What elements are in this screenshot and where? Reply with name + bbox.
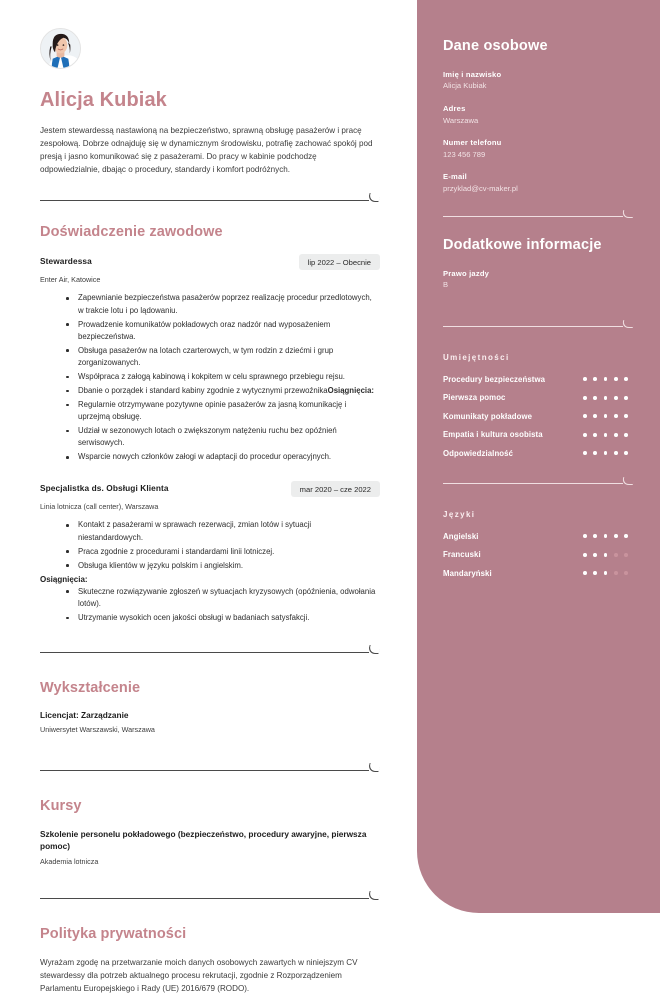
languages-title: Języki [443,509,476,519]
sidebar-field-value: przyklad@cv-maker.pl [443,183,518,193]
rating-row [443,375,634,384]
courses-section [40,798,417,866]
skills-title: Umiejętności [443,352,510,362]
rating-dot [624,433,628,437]
bullet-item: Dbanie o porządek i standard kabiny zgodnie z wytycznymi przewoźnikaOsiągnięcia: [66,385,378,397]
rating-label: Procedury bezpieczeństwa [443,374,546,384]
additional-info-section [443,237,634,291]
rating-dot [593,433,597,437]
rating-row [443,430,634,439]
sidebar-field-label: Numer telefonu [443,138,502,148]
divider-line [40,652,369,653]
divider-line [40,770,369,771]
rating-dot [604,451,608,455]
additional-info-title: Dodatkowe informacje [443,236,602,253]
experience-entry [40,254,417,463]
bullet-item: Prowadzenie komunikatów pokładowych oraz nadzór nad wyposażeniem bezpieczeństwa. [66,319,378,343]
rating-dot [604,414,608,418]
rating-dots [583,396,634,400]
rating-dot [624,451,628,455]
bullet-item: Obsługa klientów w języku polskim i angielskim. [66,560,378,572]
rating-dot [593,571,597,575]
rating-dot [593,553,597,557]
courses-title: Kursy [40,798,82,814]
entry-role: Specjalistka ds. Obsługi Klienta [40,483,169,494]
divider-line [443,483,623,484]
achievements-inline-label: Osiągnięcia: [327,385,375,395]
divider-line [40,200,369,201]
rating-dot [614,534,618,538]
entry-date-badge: lip 2022 – Obecnie [299,254,380,270]
bullet-item: Regularnie otrzymywane pozytywne opinie pasażerów za jasną komunikację i uprzejmą obsługę. [66,399,378,423]
rating-dot [614,377,618,381]
education-title: Wykształcenie [40,680,141,696]
rating-dots [583,571,634,575]
rating-dot [593,396,597,400]
rating-row [443,569,634,578]
entry-bullets [66,519,378,571]
rating-dot [593,451,597,455]
rating-dot [624,396,628,400]
course-provider: Akademia lotnicza [40,857,99,867]
profile-summary: Jestem stewardessą nastawioną na bezpieczeństwo, sprawną obsługę pasażerów i pracę zespołową. Dobrze odnajduję się w dynamicznym środowisku, potrafię zachować spokój pod presją i jasno komunikować się z pasażerami. Do pracy w kabinie podchodzę odpowiedzialnie, dbając o procedury, standardy i komfort podróżnych. [40,126,373,175]
course-name: Szkolenie personelu pokładowego (bezpieczeństwo, procedury awaryjne, pierwsza pomoc) [40,829,367,852]
sidebar-field-value: Warszawa [443,115,479,125]
rating-row [443,449,634,458]
rating-dot [583,571,587,575]
rating-dot [614,414,618,418]
rating-dot [604,534,608,538]
rating-label: Empatia i kultura osobista [443,430,543,440]
bullet-item: Zapewnianie bezpieczeństwa pasażerów poprzez realizację procedur przedlotowych, w trakcie lotu i po lądowaniu. [66,292,378,316]
experience-section [40,224,417,624]
rating-label: Komunikaty pokładowe [443,411,533,421]
rating-dot [614,433,618,437]
bullet-item: Współpraca z załogą kabinową i kokpitem w celu sprawnego przebiegu rejsu. [66,371,378,383]
rating-dots [583,377,634,381]
bullet-item: Praca zgodnie z procedurami i standardami linii lotniczej. [66,546,378,558]
personal-data-section [443,38,634,195]
sidebar-field-value: 123 456 789 [443,149,486,159]
sidebar-divider-3 [443,474,634,488]
rating-row [443,532,634,541]
rating-dots [583,534,634,538]
languages-section [443,510,634,578]
main-divider-3 [40,760,380,776]
rating-label: Mandaryński [443,568,492,578]
entry-organization: Linia lotnicza (call center), Warszawa [40,502,159,512]
rating-row [443,393,634,402]
divider-line [443,216,623,217]
sidebar-field [443,69,634,92]
main-divider-4 [40,888,380,904]
rating-dot [604,433,608,437]
rating-label: Pierwsza pomoc [443,393,506,403]
sidebar-field [443,268,634,291]
rating-dot [614,553,618,557]
skills-list [443,375,634,458]
sidebar-divider-2 [443,317,634,331]
sidebar-field [443,103,634,126]
rating-dot [604,396,608,400]
sidebar-field-label: Prawo jazdy [443,268,490,278]
rating-row [443,550,634,559]
experience-entry [40,481,417,624]
sidebar-field-label: E-mail [443,172,467,182]
bullet-item: Udział w sezonowych lotach o zwiększonym natężeniu ruchu bez opóźnień serwisowych. [66,425,378,449]
rating-dot [614,451,618,455]
rating-dot [604,377,608,381]
experience-entries [40,254,417,624]
entry-role: Stewardessa [40,256,92,267]
entry-header [40,254,380,270]
sidebar-field-value: Alicja Kubiak [443,81,487,91]
privacy-section [40,926,417,995]
rating-dot [604,553,608,557]
privacy-text: Wyrażam zgodę na przetwarzanie moich danych osobowych zawartych w niniejszym CV stewardessy dla potrzeb aktualnego procesu rekrutacji, zgodnie z Rozporządzeniem Parlamentu Europejskiego i Rady (UE) 2016/679 (RODO). [40,958,358,994]
rating-row [443,412,634,421]
bullet-item: Utrzymanie wysokich ocen jakości obsługi w badaniach satysfakcji. [66,612,378,624]
education-degree: Licencjat: Zarządzanie [40,710,129,720]
bullet-item: Obsługa pasażerów na lotach czarterowych, w tym rodzin z dziećmi i grup zorganizowanych. [66,345,378,369]
entry-organization: Enter Air, Katowice [40,275,101,285]
additional-fields-list [443,268,634,291]
divider-line [40,898,369,899]
main-divider-2 [40,642,380,658]
main-divider-1 [40,190,380,206]
rating-dots [583,414,634,418]
sidebar-field-label: Adres [443,104,466,114]
entry-date-badge: mar 2020 – cze 2022 [291,481,380,497]
rating-dot [583,414,587,418]
sidebar [417,0,660,913]
sidebar-field-label: Imię i nazwisko [443,70,502,79]
sidebar-field [443,137,634,160]
rating-dot [624,553,628,557]
bullet-item: Skuteczne rozwiązywanie zgłoszeń w sytuacjach kryzysowych (opóźnienia, odwołania lotów). [66,586,378,610]
rating-label: Angielski [443,531,479,541]
rating-dot [614,571,618,575]
rating-label: Odpowiedzialność [443,448,514,458]
achievements-label: Osiągnięcia: [40,574,88,584]
rating-dots [583,433,634,437]
rating-dots [583,451,634,455]
education-school: Uniwersytet Warszawski, Warszawa [40,725,155,734]
skills-section [443,353,634,458]
rating-dot [624,377,628,381]
rating-dot [624,534,628,538]
page-title: Alicja Kubiak [40,89,167,111]
rating-dot [583,396,587,400]
privacy-title: Polityka prywatności [40,926,187,943]
bullet-item: Kontakt z pasażerami w sprawach rezerwacji, zmian lotów i sytuacji niestandardowych. [66,519,378,543]
experience-title: Doświadczenie zawodowe [40,224,223,241]
personal-data-title: Dane osobowe [443,38,548,54]
rating-dots [583,553,634,557]
rating-dot [604,571,608,575]
rating-dot [583,534,587,538]
rating-dot [583,433,587,437]
sidebar-field [443,171,634,194]
bullet-item: Wsparcie nowych członków załogi w adaptacji do procedur operacyjnych. [66,451,378,463]
rating-dot [593,377,597,381]
avatar [40,28,81,69]
sidebar-field-value: B [443,280,449,290]
profile-photo-icon [41,29,80,68]
rating-dot [593,414,597,418]
sidebar-divider-1 [443,207,634,221]
rating-dot [583,553,587,557]
rating-dot [583,451,587,455]
rating-dot [593,534,597,538]
personal-fields-list [443,69,634,195]
education-section [40,680,417,734]
rating-dot [624,571,628,575]
languages-list [443,532,634,578]
entry-header [40,481,380,497]
achievements-bullets [66,586,378,624]
rating-label: Francuski [443,550,481,560]
rating-dot [614,396,618,400]
entry-bullets [66,292,378,463]
divider-line [443,326,623,327]
rating-dot [624,414,628,418]
rating-dot [583,377,587,381]
